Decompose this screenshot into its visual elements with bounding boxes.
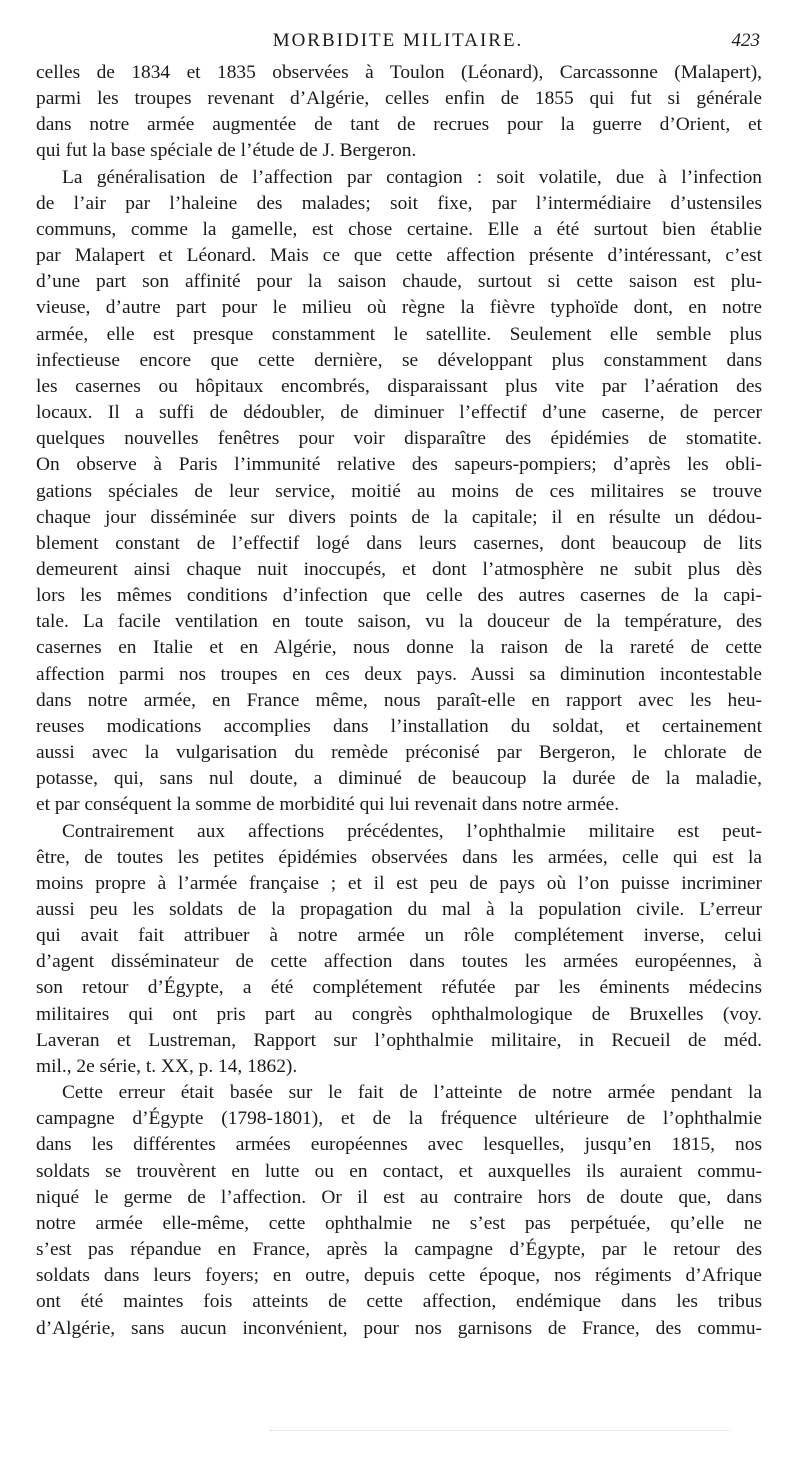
text-line: communs, comme la gamelle, est chose certaine. Elle a été surtout bien établie (36, 218, 762, 240)
text-line: qui avait fait attribuer à notre armée un rôle complétement inverse, celui (36, 925, 762, 947)
text-line: et par conséquent la somme de morbidité qui lui revenait dans notre armée. (36, 794, 620, 816)
text-line: lors les mêmes conditions d’infection que celle des autres casernes de la capi- (36, 585, 762, 607)
text-line: reuses modications accomplies dans l’installation du soldat, et certainement (36, 715, 762, 737)
text-line: parmi les troupes revenant d’Algérie, celles enfin de 1855 qui fut si générale (36, 88, 762, 110)
text-line: affection parmi nos troupes en ces deux pays. Aussi sa diminution incontestable (36, 663, 762, 685)
text-line: soldats dans leurs foyers; en outre, depuis cette époque, nos régiments d’Afrique (36, 1265, 762, 1287)
text-line: vieuse, d’autre part pour le milieu où règne la fièvre typhoïde dont, en notre (36, 297, 762, 319)
text-line: moins propre à l’armée française ; et il est peu de pays où l’on puisse incriminer (36, 872, 762, 894)
text-line: d’agent disséminateur de cette affection dans toutes les armées européennes, à (36, 951, 762, 973)
text-line: être, de toutes les petites épidémies observées dans les armées, celle qui est la (36, 846, 762, 868)
text-line: chaque jour disséminée sur divers points de la capitale; il en résulte un dédou- (36, 506, 762, 528)
text-line: gations spéciales de leur service, moitié au moins de ces militaires se trouve (36, 480, 762, 502)
scan-artifact-dots (270, 1430, 730, 1439)
running-head (36, 30, 760, 56)
text-line: aussi avec la vulgarisation du remède préconisé par Bergeron, le chlorate de (36, 742, 762, 764)
text-line: demeurent ainsi chaque nuit inoccupés, et dont l’atmosphère ne subit plus dès (36, 558, 762, 580)
text-line: campagne d’Égypte (1798-1801), et de la fréquence ultérieure de l’ophthalmie (36, 1108, 762, 1130)
text-line: infectieuse encore que cette dernière, se développant plus constamment dans (36, 349, 762, 371)
text-line: potasse, qui, sans nul doute, a diminué de beaucoup la durée de la maladie, (36, 768, 762, 790)
body-text (36, 60, 762, 1342)
text-line: niqué le germe de l’affection. Or il est au contraire hors de doute que, dans (36, 1186, 762, 1208)
text-line: Cette erreur était basée sur le fait de l’atteinte de notre armée pendant la (62, 1082, 762, 1104)
text-line: soldats se trouvèrent en lutte ou en contact, et auxquelles ils auraient commu- (36, 1160, 762, 1182)
text-line: quelques nouvelles fenêtres pour voir disparaître des épidémies de stomatite. (36, 428, 762, 450)
text-line: dans notre armée augmentée de tant de recrues pour la guerre d’Orient, et (36, 114, 762, 136)
text-line: tale. La facile ventilation en toute saison, vu la douceur de la température, des (36, 611, 762, 633)
text-line: La généralisation de l’affection par contagion : soit volatile, due à l’infection (62, 166, 762, 188)
text-line: les casernes ou hôpitaux encombrés, disparaissant plus vite par l’aération des (36, 375, 762, 397)
text-line: dans les différentes armées européennes avec lesquelles, jusqu’en 1815, nos (36, 1134, 762, 1156)
text-line: d’Algérie, sans aucun inconvénient, pour nos garnisons de France, des commu- (36, 1317, 762, 1339)
text-line: dans notre armée, en France même, nous paraît-elle en rapport avec les heu- (36, 689, 762, 711)
text-line: mil., 2e série, t. XX, p. 14, 1862). (36, 1055, 298, 1077)
text-line: Laveran et Lustreman, Rapport sur l’ophthalmie militaire, in Recueil de méd. (36, 1029, 762, 1051)
text-line: qui fut la base spéciale de l’étude de J. Bergeron. (36, 140, 417, 162)
text-line: Contrairement aux affections précédentes, l’ophthalmie militaire est peut- (62, 820, 762, 842)
text-line: blement constant de l’effectif logé dans leurs casernes, dont beaucoup de lits (36, 532, 762, 554)
text-line: locaux. Il a suffi de dédoubler, de diminuer l’effectif d’une caserne, de percer (36, 402, 762, 424)
text-line: casernes en Italie et en Algérie, nous donne la raison de la rareté de cette (36, 637, 762, 659)
text-line: aussi peu les soldats de la propagation du mal à la population civile. L’erreur (36, 899, 762, 920)
text-line: militaires qui ont pris part au congrès ophthalmologique de Bruxelles (voy. (36, 1003, 762, 1025)
page-number: 423 (731, 30, 760, 51)
text-line: par Malapert et Léonard. Mais ce que cette affection présente d’intéressant, c’est (36, 245, 762, 267)
text-line: de l’air par l’haleine des malades; soit fixe, par l’intermédiaire d’ustensiles (36, 192, 762, 214)
text-line: armée, elle est presque constamment le satellite. Seulement elle semble plus (36, 323, 762, 345)
text-line: son retour d’Égypte, a été complétement réfutée par les éminents médecins (36, 977, 762, 999)
text-line: notre armée elle-même, cette ophthalmie ne s’est pas perpétuée, qu’elle ne (36, 1212, 762, 1234)
text-line: s’est pas répandue en France, après la campagne d’Égypte, par le retour des (36, 1239, 762, 1261)
running-title: MORBIDITE MILITAIRE. (272, 30, 524, 51)
text-line: d’une part son affinité pour la saison chaude, surtout si cette saison est plu- (36, 271, 762, 293)
text-line: celles de 1834 et 1835 observées à Toulon (Léonard), Carcassonne (Malapert), (36, 62, 762, 83)
text-line: On observe à Paris l’immunité relative des sapeurs-pompiers; d’après les obli- (36, 454, 762, 476)
text-line: ont été maintes fois atteints de cette affection, endémique dans les tribus (36, 1291, 762, 1313)
